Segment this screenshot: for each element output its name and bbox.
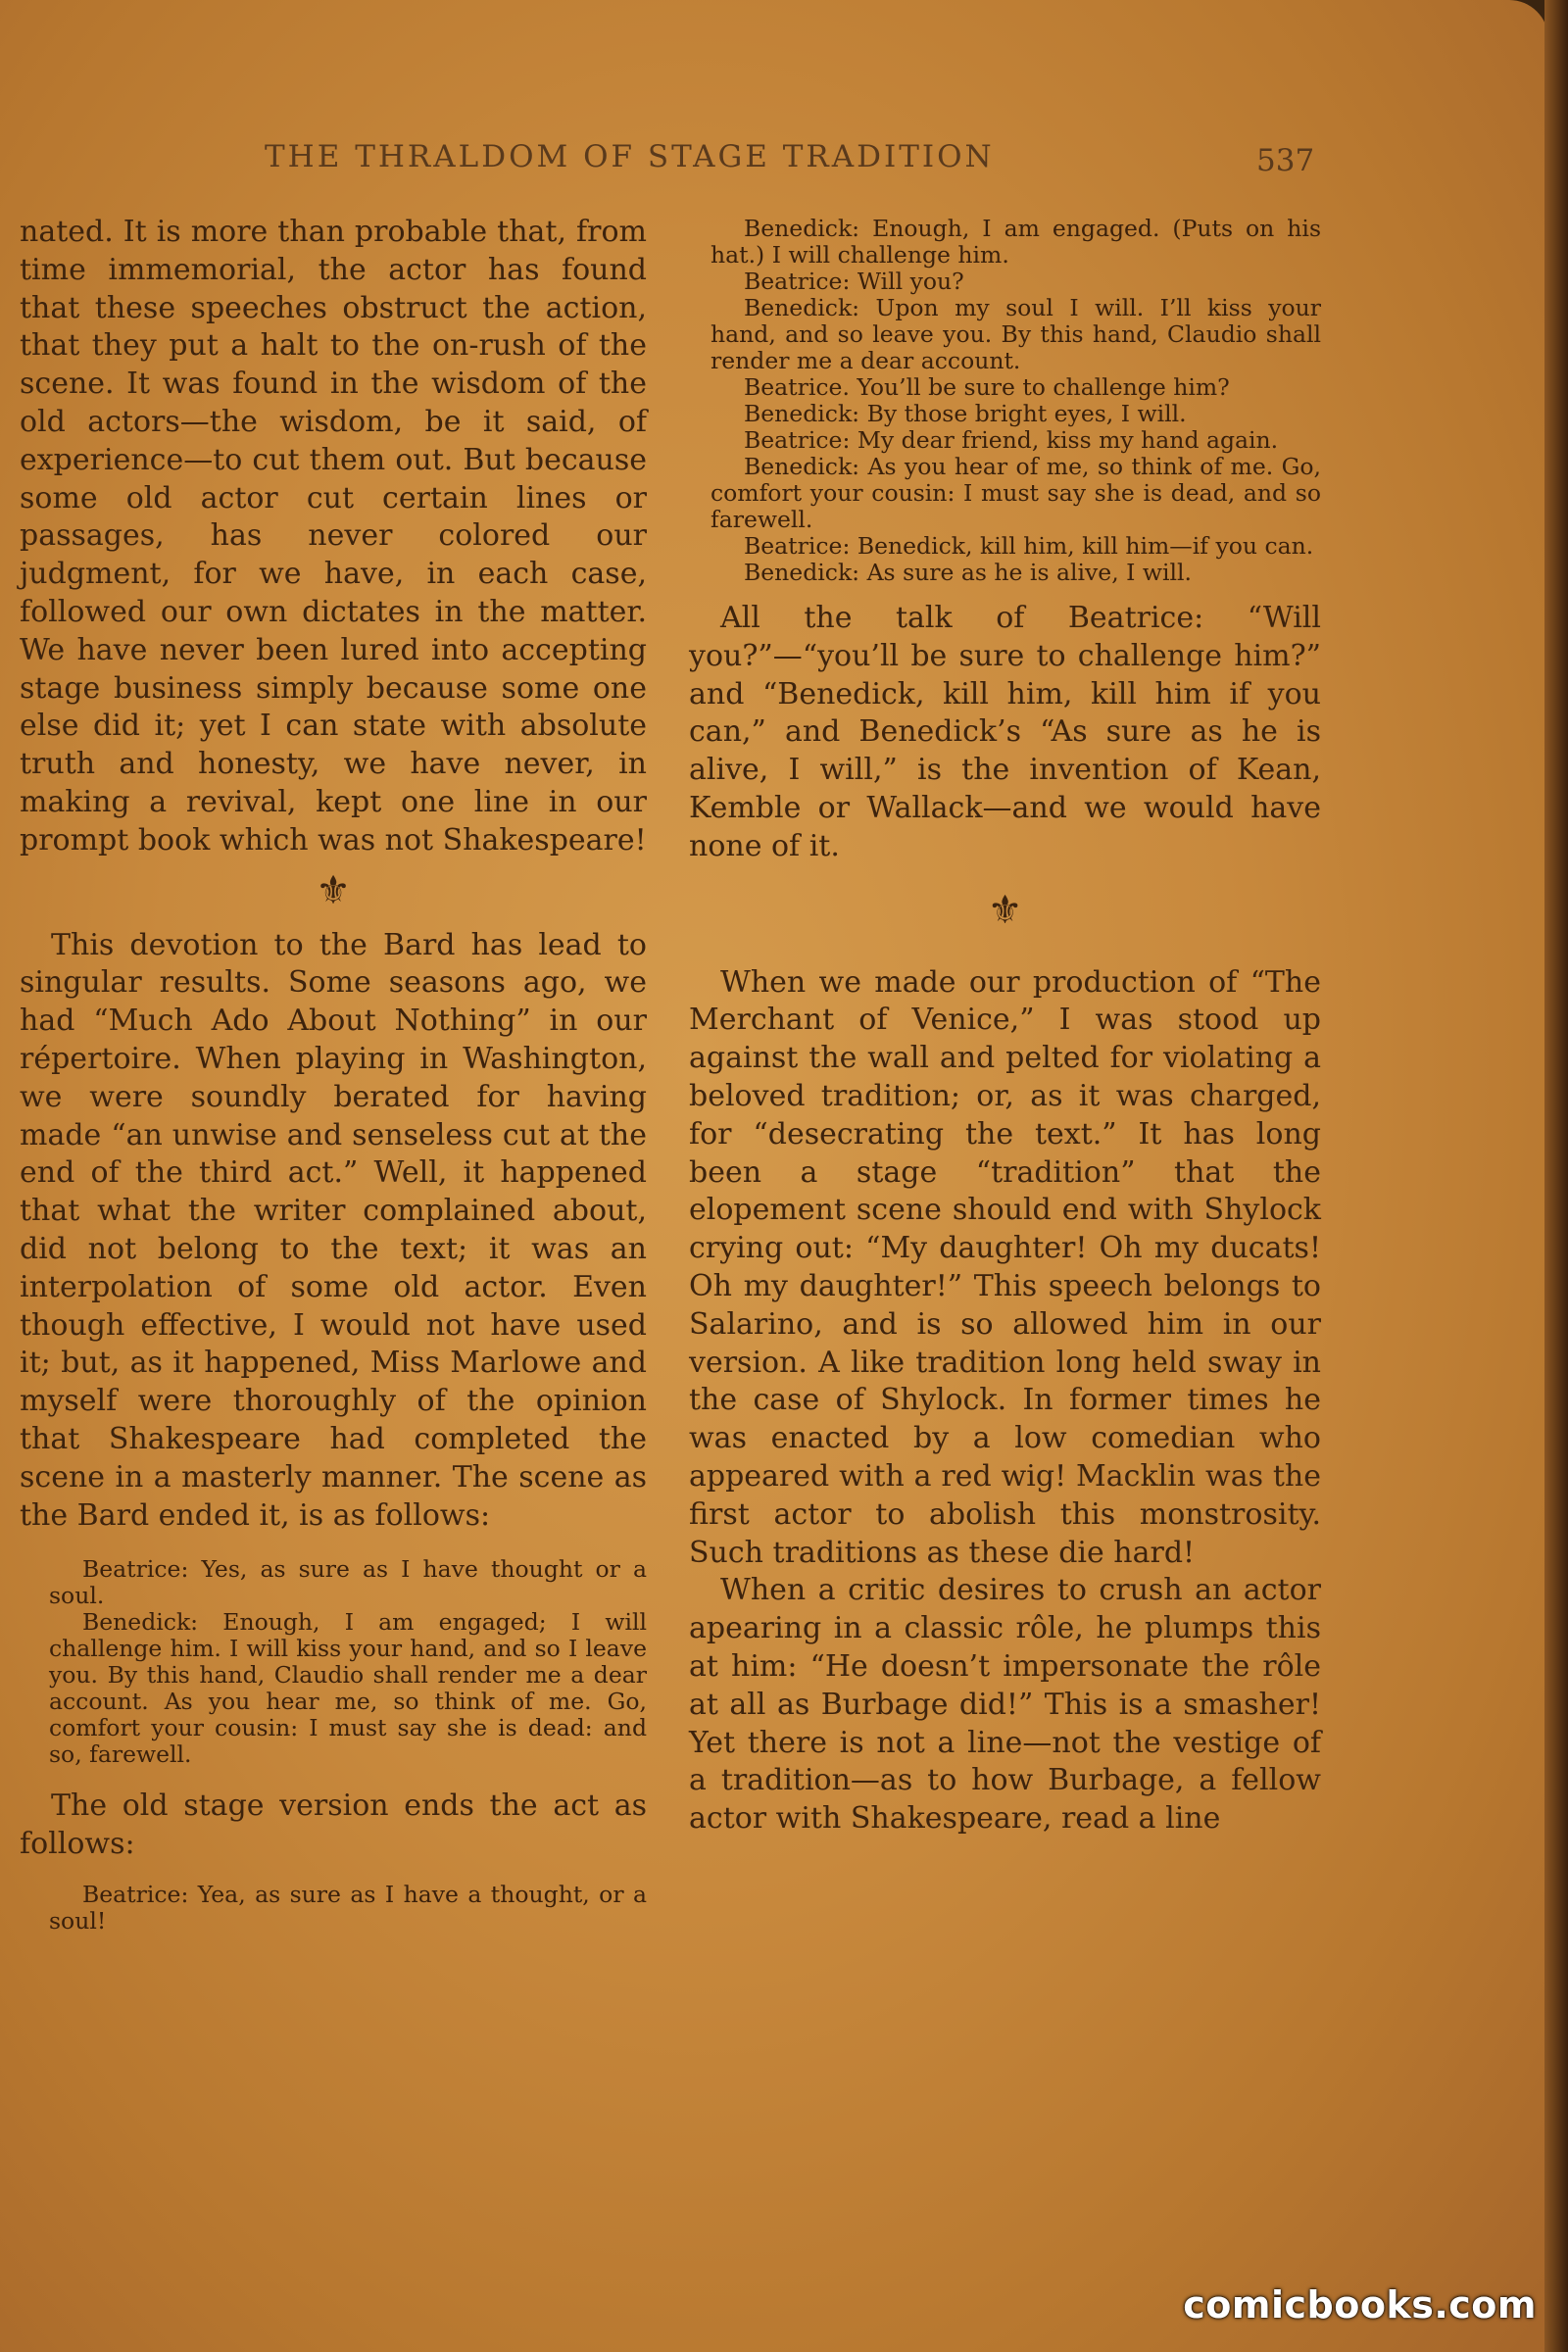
page-number: 537 bbox=[1256, 143, 1315, 178]
quote-line: Beatrice: Yes, as sure as I have thought or a soul. bbox=[49, 1555, 647, 1610]
quote-line: Benedick: Enough, I am engaged; I will challenge him. I will kiss your hand, and so I leave you. By this hand, Claudio shall render me a dear account. As you hear me, so think of me. Go, comfort your cousin: I must say she is dead: and so, farewell. bbox=[49, 1608, 647, 1769]
left-quote-2 bbox=[20, 1882, 647, 1935]
quote-line: Benedick: As sure as he is alive, I will. bbox=[744, 559, 1193, 586]
left-quote-1 bbox=[20, 1556, 647, 1768]
running-title: THE THRALDOM OF STAGE TRADITION bbox=[265, 139, 995, 174]
fleur-de-lis-ornament-icon: ⚜ bbox=[316, 867, 351, 913]
right-paragraph-3: When a critic desires to crush an actor apearing in a classic rôle, he plumps this at him: “He doesn’t impersonate the rôle at all as Burbage did!” This is a smasher! Yet there is not a line—not the vestige of a tradition—as to how Burbage, a fellow actor with Shakespeare, read a line bbox=[689, 1573, 1321, 1837]
right-paragraph-1: All the talk of Beatrice: “Will you?”—“you’ll be sure to challenge him?” and “Benedick, kill him, kill him if you can,” and Benedick’s “As sure as he is alive, I will,” is the invention of Kean, Kemble or Wallack—and we would have none of it. bbox=[689, 601, 1321, 863]
right-quote bbox=[689, 216, 1321, 586]
left-paragraph-2: This devotion to the Bard has lead to singular results. Some seasons ago, we had “Much Ado About Nothing” in our répertoire. When playing in Washington, we were soundly berated for having made “an unwise and senseless cut at the end of the third act.” Well, it happened that what the writer complained about, did not belong to the text; it was an interpolation of some old actor. Even though effective, I would not have used it; but, as it happened, Miss Marlowe and myself were thoroughly of the opinion that Shakespeare had completed the scene in a masterly manner. The scene as the Bard ended it, is as follows: bbox=[20, 927, 647, 1533]
right-column bbox=[689, 216, 1321, 1838]
quote-line: Benedick: Enough, I am engaged. (Puts on his hat.) I will challenge him. bbox=[710, 215, 1321, 269]
quote-line: Beatrice: My dear friend, kiss my hand again. bbox=[744, 426, 1279, 454]
left-column bbox=[20, 214, 647, 1935]
quote-line: Beatrice: Will you? bbox=[744, 268, 964, 295]
right-paragraph-2: When we made our production of “The Merchant of Venice,” I was stood up against the wall and pelted for violating a beloved tradition; or, as it was charged, for “desecrating the text.” It has long been a stage “tradition” that the elopement scene should end with Shylock crying out: “My daughter! Oh my ducats! Oh my daughter!” This speech belongs to Salarino, and is so allowed him in our version. A like tradition long held sway in the case of Shylock. In former times he was enacted by a low comedian who appeared with a red wig! Macklin was the first actor to abolish this monstrosity. Such traditions as these die hard! bbox=[689, 964, 1321, 1570]
quote-line: Benedick: Upon my soul I will. I’ll kiss your hand, and so leave you. By this hand, Claudio shall render me a dear account. bbox=[710, 294, 1321, 374]
quote-line: Beatrice: Yea, as sure as I have a thought, or a soul! bbox=[49, 1880, 647, 1935]
quote-line: Beatrice: Benedick, kill him, kill him—if you can. bbox=[744, 532, 1314, 560]
left-paragraph-1: nated. It is more than probable that, from time immemorial, the actor has found that these speeches obstruct the action, that they put a halt to the on-rush of the scene. It was found in the wisdom of the old actors—the wisdom, be it said, of experience—to cut them out. But because some old actor cut certain lines or passages, has never colored our judgment, for we have, in each case, followed our own dictates in the matter. We have never been lured into accepting stage business simply because some one else did it; yet I can state with absolute truth and honesty, we have never, in making a revival, kept one line in our prompt book which was not Shakespeare! bbox=[20, 215, 647, 858]
quote-line: Benedick: As you hear of me, so think of me. Go, comfort your cousin: I must say she is dead, and so farewell. bbox=[710, 453, 1321, 533]
quote-line: Beatrice. You’ll be sure to challenge him? bbox=[744, 373, 1230, 401]
fleur-de-lis-ornament-icon: ⚜ bbox=[987, 887, 1023, 933]
watermark: comicbooks.com bbox=[1183, 2283, 1537, 2327]
left-paragraph-3: The old stage version ends the act as follows: bbox=[20, 1788, 647, 1862]
book-spine-edge bbox=[1544, 0, 1568, 2352]
quote-line: Benedick: By those bright eyes, I will. bbox=[744, 400, 1187, 427]
